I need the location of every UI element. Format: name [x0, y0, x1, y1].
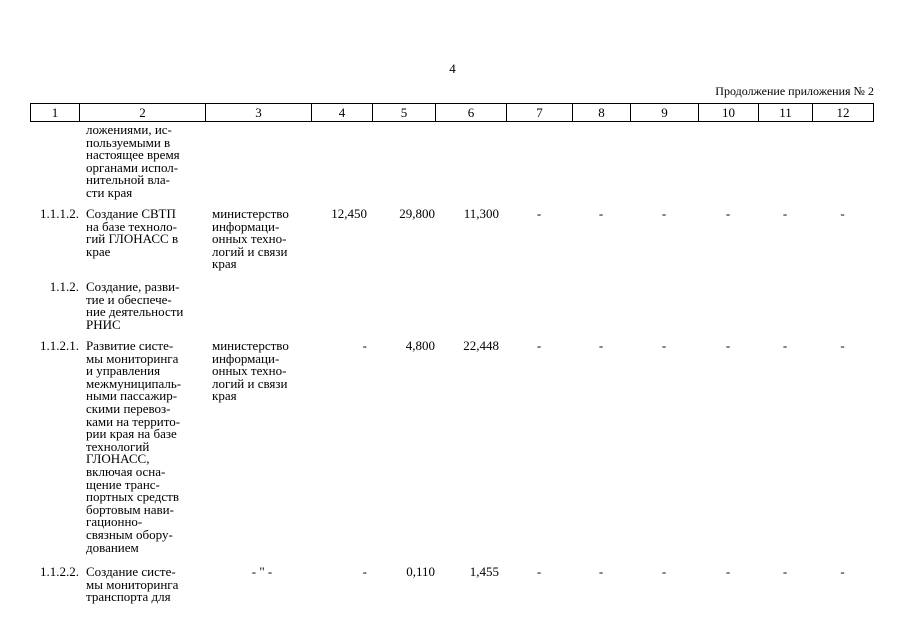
value-col-9: - — [661, 206, 667, 221]
value-col-6: 11,300 — [463, 206, 499, 221]
value-col-8: - — [598, 564, 604, 579]
value-col-9: - — [661, 564, 667, 579]
value-col-12: - — [840, 564, 845, 579]
row-number: 1.1.2.1. — [40, 338, 79, 353]
column-header: 11 — [759, 104, 813, 122]
value-col-12: - — [840, 206, 845, 221]
value-col-10: - — [725, 338, 731, 353]
value-col-5: 0,110 — [406, 564, 435, 579]
row-number: 1.1.2.2. — [40, 564, 79, 579]
value-col-10: - — [725, 206, 731, 221]
value-col-11: - — [782, 564, 788, 579]
value-col-4: 12,450 — [331, 206, 367, 221]
value-col-11: - — [782, 338, 788, 353]
row-number: 1.1.2. — [49, 279, 79, 294]
page-number: 4 — [449, 61, 456, 76]
column-header: 3 — [206, 104, 312, 122]
column-header: 12 — [813, 104, 874, 122]
column-header: 1 — [31, 104, 80, 122]
column-header: 4 — [312, 104, 373, 122]
executor: - " - — [251, 564, 273, 579]
column-header: 10 — [699, 104, 759, 122]
column-header-row — [31, 104, 874, 122]
value-col-6: 1,455 — [469, 564, 499, 579]
column-header: 5 — [373, 104, 436, 122]
value-col-6: 22,448 — [463, 338, 499, 353]
column-header: 6 — [436, 104, 507, 122]
row-number: 1.1.1.2. — [40, 206, 79, 221]
column-header: 7 — [507, 104, 573, 122]
value-col-12: - — [840, 338, 845, 353]
value-col-7: - — [536, 206, 542, 221]
executor: министерство информаци- онных техно- логий и связи края — [212, 338, 289, 404]
value-col-10: - — [725, 564, 731, 579]
value-col-9: - — [661, 338, 667, 353]
measure-name: ложениями, ис- пользуемыми в настоящее время органами испол- нительной вла- сти края — [86, 122, 180, 200]
value-col-4: - — [362, 338, 367, 353]
value-col-11: - — [782, 206, 788, 221]
measure-name: Развитие систе- мы мониторинга и управления межмуниципаль- ными пассажир- скими перевоз- ками на террито- рии края на базе технологий ГЛОНАСС, включая осна- щение транс- портных средств бортовым нави- гационно- связным обору- дованием — [86, 338, 182, 555]
measure-name: Создание систе- мы мониторинга транспорта для — [86, 564, 179, 605]
value-col-5: 29,800 — [399, 206, 435, 221]
measure-name: Создание СВТП на базе техноло- гий ГЛОНАСС в крае — [86, 206, 179, 259]
value-col-8: - — [598, 206, 604, 221]
value-col-4: - — [362, 564, 367, 579]
column-header-table — [30, 103, 874, 122]
value-col-7: - — [536, 564, 542, 579]
column-header: 8 — [573, 104, 631, 122]
value-col-5: 4,800 — [405, 338, 435, 353]
continuation-label: Продолжение приложения № 2 — [715, 84, 874, 98]
measure-name: Создание, разви- тие и обеспече- ние деятельности РНИС — [86, 279, 184, 332]
column-header: 9 — [631, 104, 699, 122]
column-header: 2 — [80, 104, 206, 122]
executor: министерство информаци- онных техно- логий и связи края — [212, 206, 289, 272]
value-col-8: - — [598, 338, 604, 353]
value-col-7: - — [536, 338, 542, 353]
